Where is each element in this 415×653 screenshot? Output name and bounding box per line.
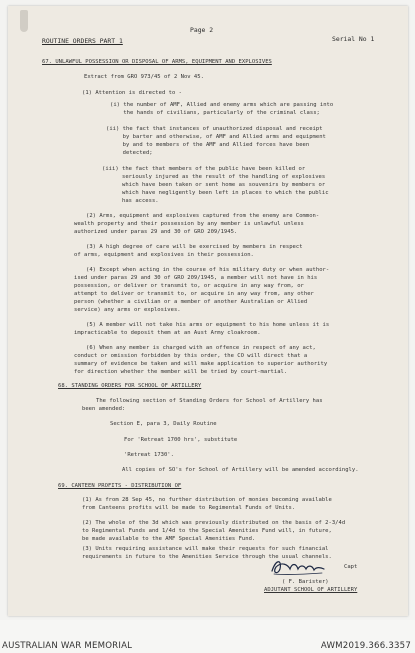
section-67-para-1-ii-line-3: by and to members of the AMF and Allied forces have been: [106, 142, 310, 148]
section-67-para-4-line-1: (4) Except when acting in the course of his military duty or when author-: [86, 267, 330, 273]
section-67-para-5-line-2: impracticable to deposit them at an Aust Army cloakroom.: [74, 330, 261, 336]
section-67-para-6-line-3: summary of evidence be taken and will make application to superior authority: [74, 361, 328, 367]
section-67-para-1-i-line-1: (i) the number of AMF, Allied and enemy arms which are passing into: [110, 102, 334, 108]
section-67-extract: Extract from GRO 973/45 of 2 Nov 45.: [84, 74, 204, 80]
section-68-heading: 68. STANDING ORDERS FOR SCHOOL OF ARTILLERY: [58, 383, 202, 389]
section-67-para-1-ii-line-1: (ii) the fact that instances of unauthorized disposal and receipt: [106, 126, 323, 132]
section-67-heading: 67. UNLAWFUL POSSESSION OR DISPOSAL OF ARMS, EQUIPMENT AND EXPLOSIVES: [42, 59, 272, 65]
section-67-para-4-line-3: possession, or deliver or transmit to, or acquire in any way from, or: [74, 283, 304, 289]
signature-title: ADJUTANT SCHOOL OF ARTILLERY: [264, 587, 358, 593]
section-67-para-1-ii-line-2: by barter and otherwise, of AMF and Allied arms and equipment: [106, 134, 326, 140]
section-67-para-6-line-4: for direction whether the member will be tried by court-martial.: [74, 369, 288, 375]
page-number: Page 2: [190, 26, 214, 34]
signature-name: ( F. Barister): [282, 579, 329, 585]
section-67-para-4-line-6: service) any arms or explosives.: [74, 307, 181, 313]
section-68-line-1: The following section of Standing Orders for School of Artillery has: [96, 398, 323, 404]
section-69-para-2-line-1: (2) The whole of the 3d which was previously distributed on the basis of 2-3/4d: [82, 520, 346, 526]
document-header-title: ROUTINE ORDERS PART 1: [42, 37, 123, 45]
paper-tear-mark: [20, 10, 28, 32]
section-67-para-3-line-2: of arms, equipment and explosives in their possession.: [74, 252, 254, 258]
section-69-heading: 69. CANTEEN PROFITS - DISTRIBUTION OF: [58, 483, 182, 489]
section-67-para-2-line-1: (2) Arms, equipment and explosives captured from the enemy are Common-: [86, 213, 320, 219]
section-67-para-1-iii-line-5: has access.: [102, 198, 159, 204]
section-67-para-1-iii-line-4: which have negligently been left in places to which the public: [102, 190, 329, 196]
section-67-para-2-line-2: wealth property and their possession by any member is unlawful unless: [74, 221, 304, 227]
section-69-para-3-line-2: requirements in future to the Amenities Service through the usual channels.: [82, 554, 332, 560]
section-67-para-1-ii-line-4: detected;: [106, 150, 153, 156]
section-67-para-2-line-3: authorized under paras 29 and 30 of GRO 209/1945.: [74, 229, 238, 235]
section-67-para-1-iii-line-3: which have been taken or sent home as souvenirs by members or: [102, 182, 326, 188]
section-67-para-4-line-5: person (whether a civilian or a member of another Australian or Allied: [74, 299, 308, 305]
section-67-para-3-line-1: (3) A high degree of care will be exercised by members in respect: [86, 244, 303, 250]
section-69-para-3-line-1: (3) Units requiring assistance will make their requests for such financial: [82, 546, 329, 552]
section-69-para-1-line-1: (1) As from 28 Sep 45, no further distribution of monies becoming available: [82, 497, 332, 503]
section-67-para-6-line-1: (6) When any member is charged with an offence in respect of any act,: [86, 345, 316, 351]
section-69-para-2-line-3: be made available to the AMF Special Amenities Fund.: [82, 536, 256, 542]
section-67-para-4-line-2: ised under paras 29 and 30 of GRO 209/1945, a member will not have in his: [74, 275, 318, 281]
section-68-line-2: been amended:: [82, 406, 126, 412]
archive-credit: AUSTRALIAN WAR MEMORIAL: [2, 641, 133, 651]
archive-reference: AWM2019.366.3357: [320, 641, 411, 651]
section-68-line-4: For 'Retreat 1700 hrs', substitute: [124, 437, 238, 443]
section-69-para-1-line-2: from Canteens profits will be made to Regimental Funds of Units.: [82, 505, 296, 511]
section-68-line-5: 'Retreat 1730'.: [124, 452, 174, 458]
section-67-para-1-intro: (1) Attention is directed to -: [82, 90, 182, 96]
section-69-para-2-line-2: to Regimental Funds and 1/4d to the Special Amenities Fund will, in future,: [82, 528, 332, 534]
section-68-line-6: All copies of SO's for School of Artillery will be amended accordingly.: [122, 467, 359, 473]
section-67-para-4-line-4: attempt to deliver or transmit to, or acquire in any way from, any other: [74, 291, 314, 297]
section-67-para-6-line-2: conduct or omission forbidden by this order, the CO will direct that a: [74, 353, 308, 359]
section-67-para-1-i-line-2: the hands of civilians, particularly of the criminal class;: [110, 110, 320, 116]
section-67-para-1-iii-line-1: (iii) the fact that members of the public have been killed or: [102, 166, 306, 172]
serial-number: Serial No 1: [332, 35, 375, 43]
section-67-para-1-iii-line-2: seriously injured as the result of the handling of explosives: [102, 174, 326, 180]
section-67-para-5-line-1: (5) A member will not take his arms or equipment to his home unless it is: [86, 322, 330, 328]
signature-rank: Capt: [344, 564, 358, 570]
section-68-line-3: Section E, para 3, Daily Routine: [110, 421, 217, 427]
handwritten-signature: [268, 555, 328, 577]
